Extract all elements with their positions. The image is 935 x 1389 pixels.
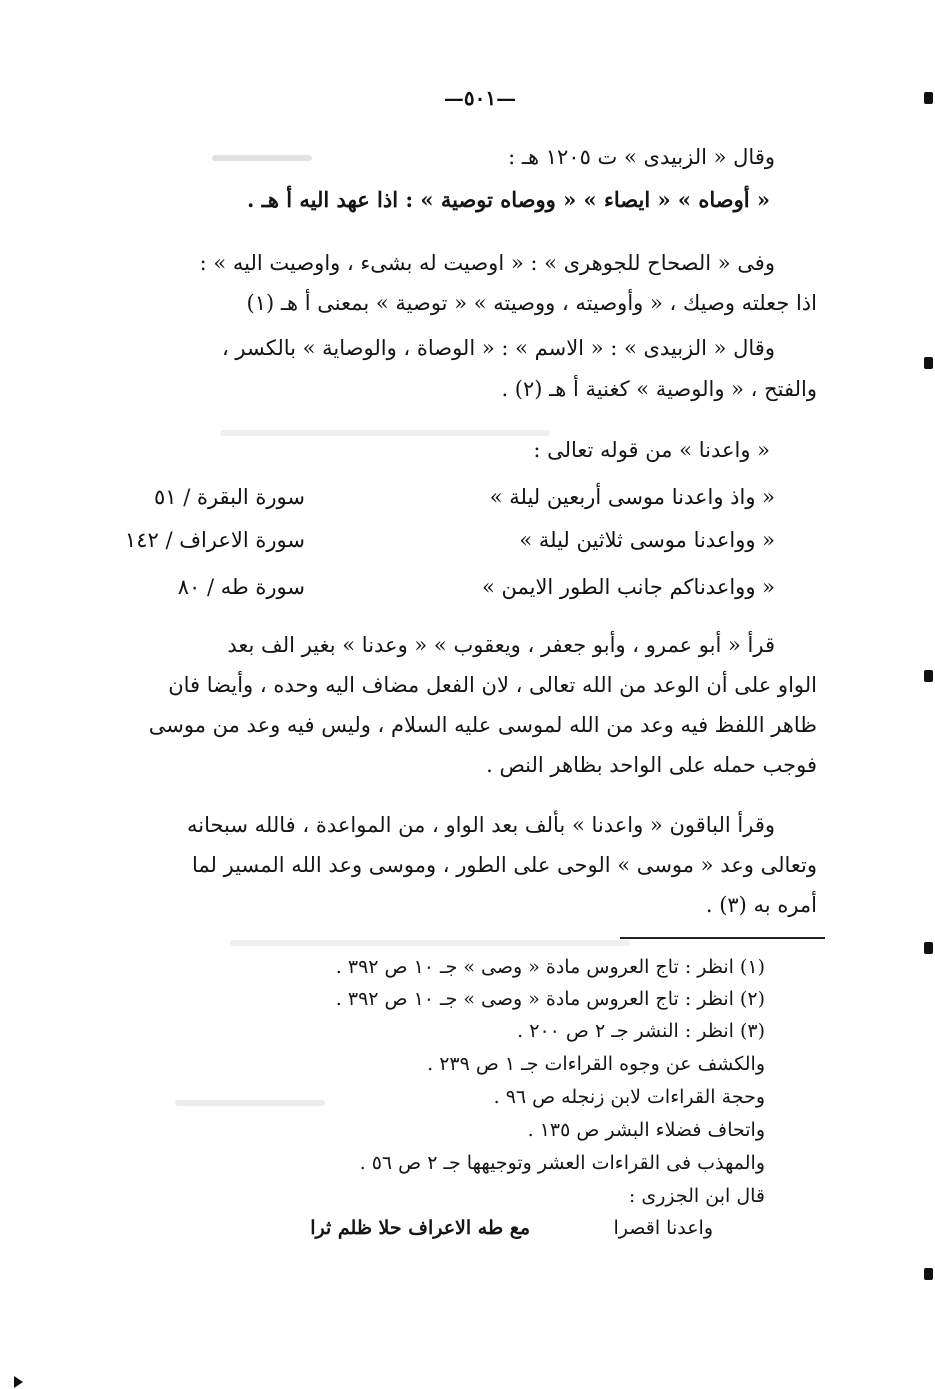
- page-number: —٥٠١—: [443, 86, 517, 110]
- footnote-line: (٣) انظر : النشر جـ ٢ ص ٢٠٠ .: [517, 1020, 765, 1042]
- text-line: وتعالى وعد « موسى » الوحى على الطور ، وموسى وعد الله المسير لما: [191, 853, 817, 877]
- text-line: ظاهر اللفظ فيه وعد من الله لموسى عليه السلام ، وليس فيه وعد من موسى: [148, 713, 817, 737]
- text-line: قرأ « أبو عمرو ، وأبو جعفر ، ويعقوب » « وعدنا » بغير الف بعد: [227, 633, 775, 657]
- footnote-line: والكشف عن وجوه القراءات جـ ١ ص ٢٣٩ .: [427, 1053, 765, 1075]
- footnote-line: وحجة القراءات لابن زنجله ص ٩٦ .: [493, 1086, 765, 1108]
- scan-noise: [230, 940, 630, 946]
- text-line: فوجب حمله على الواحد بظاهر النص .: [486, 753, 817, 777]
- text-line: وقال « الزبيدى » : « الاسم » : « الوصاة ، والوصاية » بالكسر ،: [221, 336, 775, 360]
- footnote-line: (٢) انظر : تاج العروس مادة « وصى » جـ ١٠ ص ٣٩٢ .: [335, 988, 765, 1010]
- corner-arrow-icon: [14, 1376, 23, 1388]
- verse-text: « وواعدنا موسى ثلاثين ليلة »: [519, 528, 775, 552]
- text-line: وقرأ الباقون « واعدنا » بألف بعد الواو ، من المواعدة ، فالله سبحانه: [187, 813, 775, 837]
- footnote-line: (١) انظر : تاج العروس مادة « وصى » جـ ١٠ ص ٣٩٢ .: [335, 956, 765, 978]
- footnote-separator: [620, 937, 825, 939]
- text-line: اذا جعلته وصيك ، « وأوصيته ، ووصيته » « توصية » بمعنى أ هـ (١): [246, 291, 817, 315]
- text-line: والفتح ، « والوصية » كغنية أ هـ (٢) .: [501, 377, 817, 401]
- text-line: الواو على أن الوعد من الله تعالى ، لان الفعل مضاف اليه وحده ، وأيضا فان: [168, 673, 817, 697]
- poem-hemistich-right: واعدنا اقصرا: [613, 1217, 713, 1239]
- scan-noise: [212, 155, 312, 161]
- scan-noise: [175, 1100, 325, 1106]
- text-line: « أوصاه » « ايصاء » « ووصاه توصية » : اذا عهد اليه أ هـ .: [247, 187, 770, 212]
- footnote-line: والمهذب فى القراءات العشر وتوجيهها جـ ٢ ص ٥٦ .: [359, 1152, 765, 1174]
- binding-mark: [924, 357, 933, 369]
- binding-mark: [924, 670, 933, 682]
- verse-reference: سورة الاعراف / ١٤٢: [124, 528, 305, 552]
- verse-text: « وواعدناكم جانب الطور الايمن »: [481, 575, 775, 599]
- scan-noise: [220, 430, 550, 436]
- text-line: وفى « الصحاح للجوهرى » : « اوصيت له بشىء ، واوصيت اليه » :: [199, 251, 775, 275]
- verse-reference: سورة البقرة / ٥١: [153, 485, 305, 509]
- text-line: أمره به (٣) .: [705, 893, 817, 917]
- binding-mark: [924, 942, 933, 954]
- footnote-line: واتحاف فضلاء البشر ص ١٣٥ .: [527, 1119, 765, 1141]
- verse-text: « واذ واعدنا موسى أربعين ليلة »: [489, 485, 775, 509]
- footnote-line: قال ابن الجزرى :: [628, 1185, 765, 1207]
- binding-mark: [924, 1268, 933, 1280]
- text-line: وقال « الزبيدى » ت ١٢٠٥ هـ :: [508, 145, 775, 169]
- verse-reference: سورة طه / ٨٠: [177, 575, 305, 599]
- poem-hemistich-left: مع طه الاعراف حلا ظلم ثرا: [310, 1217, 530, 1239]
- binding-mark: [924, 92, 933, 104]
- text-line: « واعدنا » من قوله تعالى :: [533, 438, 770, 462]
